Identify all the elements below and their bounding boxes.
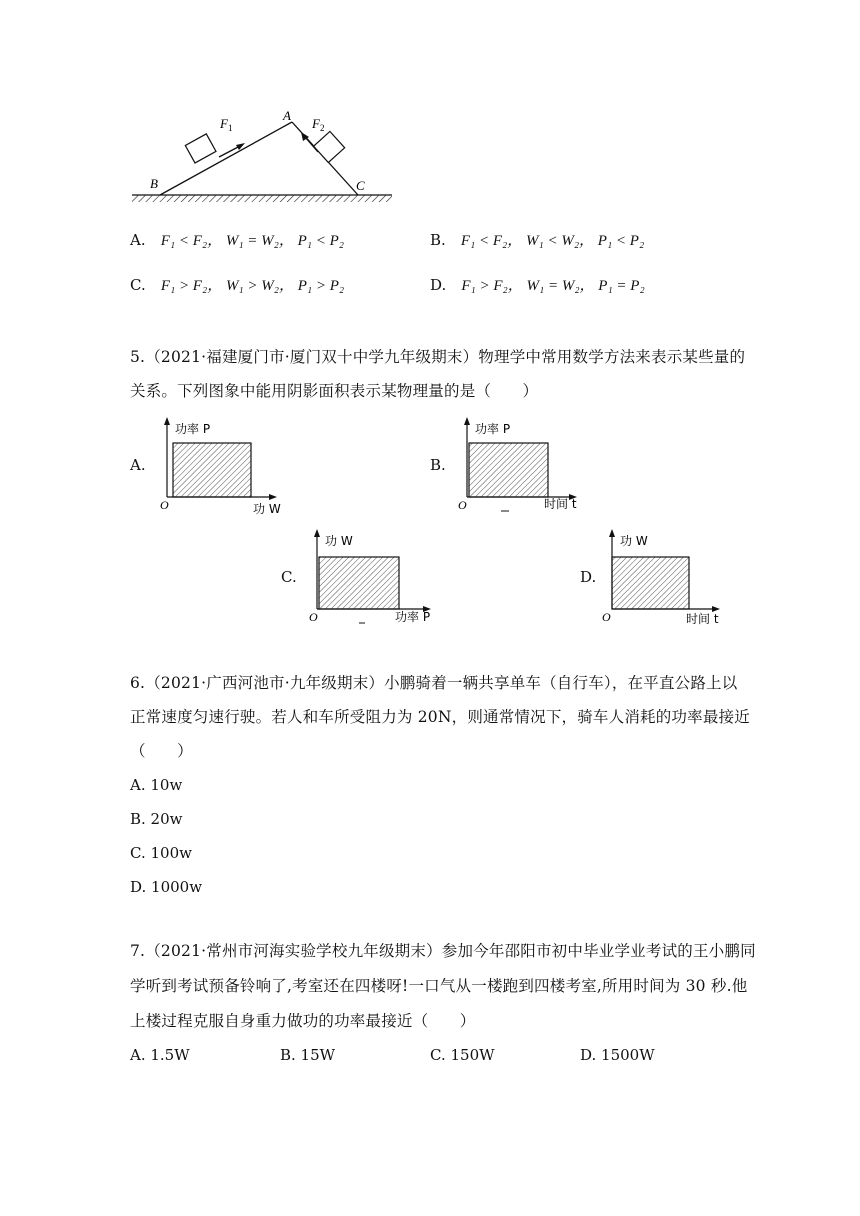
q6-option-b: B. 20w [130, 810, 183, 828]
q6-option-c: C. 100w [130, 844, 192, 862]
q6-stem-line1: 6.（2021·广西河池市·九年级期末）小鹏骑着一辆共享单车（自行车），在平直公路上以 [130, 674, 738, 692]
label-F1: F [220, 116, 228, 131]
q4-option-b [430, 229, 644, 251]
label-F2-sub: 2 [319, 123, 325, 133]
q7-stem-line1: 7.（2021·常州市河海实验学校九年级期末）参加今年邵阳市初中毕业学业考试的王小鹏同 [130, 942, 756, 960]
svg-text:F2 [311, 116, 324, 133]
label-B: B [150, 176, 158, 191]
option-letter: A. [130, 231, 146, 249]
incline-figure [120, 100, 410, 212]
origin-label: O [309, 610, 318, 624]
arrow-F1 [219, 146, 240, 157]
option-text: F₁ > F₂， W₁ = W₂， P₁ = P₂ [461, 278, 645, 294]
origin-label: O [602, 610, 611, 624]
shaded-area [612, 557, 689, 609]
x-axis-label: 时间 t [686, 612, 719, 626]
origin-label: O [160, 498, 169, 512]
q7-option-c: C. 150W [430, 1046, 495, 1064]
q4-option-d [430, 274, 645, 296]
block-left [185, 134, 216, 163]
x-axis-label: 功 W [253, 502, 281, 515]
label-C: C [356, 178, 365, 193]
q6-stem-line3: （ ） [130, 742, 193, 760]
graph-b [455, 415, 590, 515]
graph-a-letter: A. [130, 456, 146, 474]
option-text: F₁ > F₂， W₁ > W₂， P₁ > P₂ [160, 278, 345, 294]
option-text: F₁ < F₂， W₁ = W₂， P₁ < P₂ [160, 233, 344, 249]
shaded-area [319, 557, 399, 609]
graph-c [305, 527, 445, 627]
origin-label: O [458, 498, 467, 512]
option-letter: D. [430, 276, 447, 294]
q7-stem-line3: 上楼过程克服自身重力做功的功率最接近（ ） [130, 1012, 476, 1030]
y-axis-label: 功 W [325, 534, 353, 548]
q5-stem-line2: 关系。下列图象中能用阴影面积表示某物理量的是（ ） [130, 382, 539, 400]
q6-stem-line2: 正常速度匀速行驶。若人和车所受阻力为 20N，则通常情况下，骑车人消耗的功率最接近 [130, 708, 750, 726]
ground-hatch [132, 195, 392, 202]
option-text: F₁ < F₂， W₁ < W₂， P₁ < P₂ [460, 233, 645, 249]
q4-option-c [130, 274, 344, 296]
svg-text:F1 [219, 116, 232, 133]
y-axis-label: 功 W [620, 534, 648, 548]
x-axis-label: 时间 t [544, 497, 577, 511]
y-axis-label: 功率 P [175, 422, 211, 436]
label-F1-sub: 1 [227, 123, 233, 133]
graph-d [600, 527, 740, 627]
option-letter: C. [130, 276, 146, 294]
x-axis-label: 功率 P [395, 610, 431, 624]
graph-c-letter: C. [281, 568, 297, 586]
y-axis-label: 功率 P [475, 422, 511, 436]
label-F2: F [312, 116, 320, 131]
q7-option-b: B. 15W [280, 1046, 336, 1064]
q7-option-d: D. 1500W [580, 1046, 655, 1064]
q7-stem-line2: 学听到考试预备铃响了,考室还在四楼呀!一口气从一楼跑到四楼考室,所用时间为 30 秒.他 [130, 977, 748, 995]
graph-d-letter: D. [580, 568, 597, 586]
q7-option-a: A. 1.5W [130, 1046, 190, 1064]
graph-b-letter: B. [430, 456, 446, 474]
option-letter: B. [430, 231, 446, 249]
shaded-area [469, 443, 548, 497]
slope-BA [160, 122, 292, 195]
q4-option-a [130, 229, 344, 251]
label-A: A [283, 108, 291, 123]
shaded-area [173, 443, 251, 497]
q6-option-d: D. 1000w [130, 878, 203, 896]
graph-a [155, 415, 290, 515]
q5-stem-line1: 5.（2021·福建厦门市·厦门双十中学九年级期末）物理学中常用数学方法来表示某些量的 [130, 348, 746, 366]
q6-option-a: A. 10w [130, 776, 183, 794]
block-right [314, 131, 345, 162]
